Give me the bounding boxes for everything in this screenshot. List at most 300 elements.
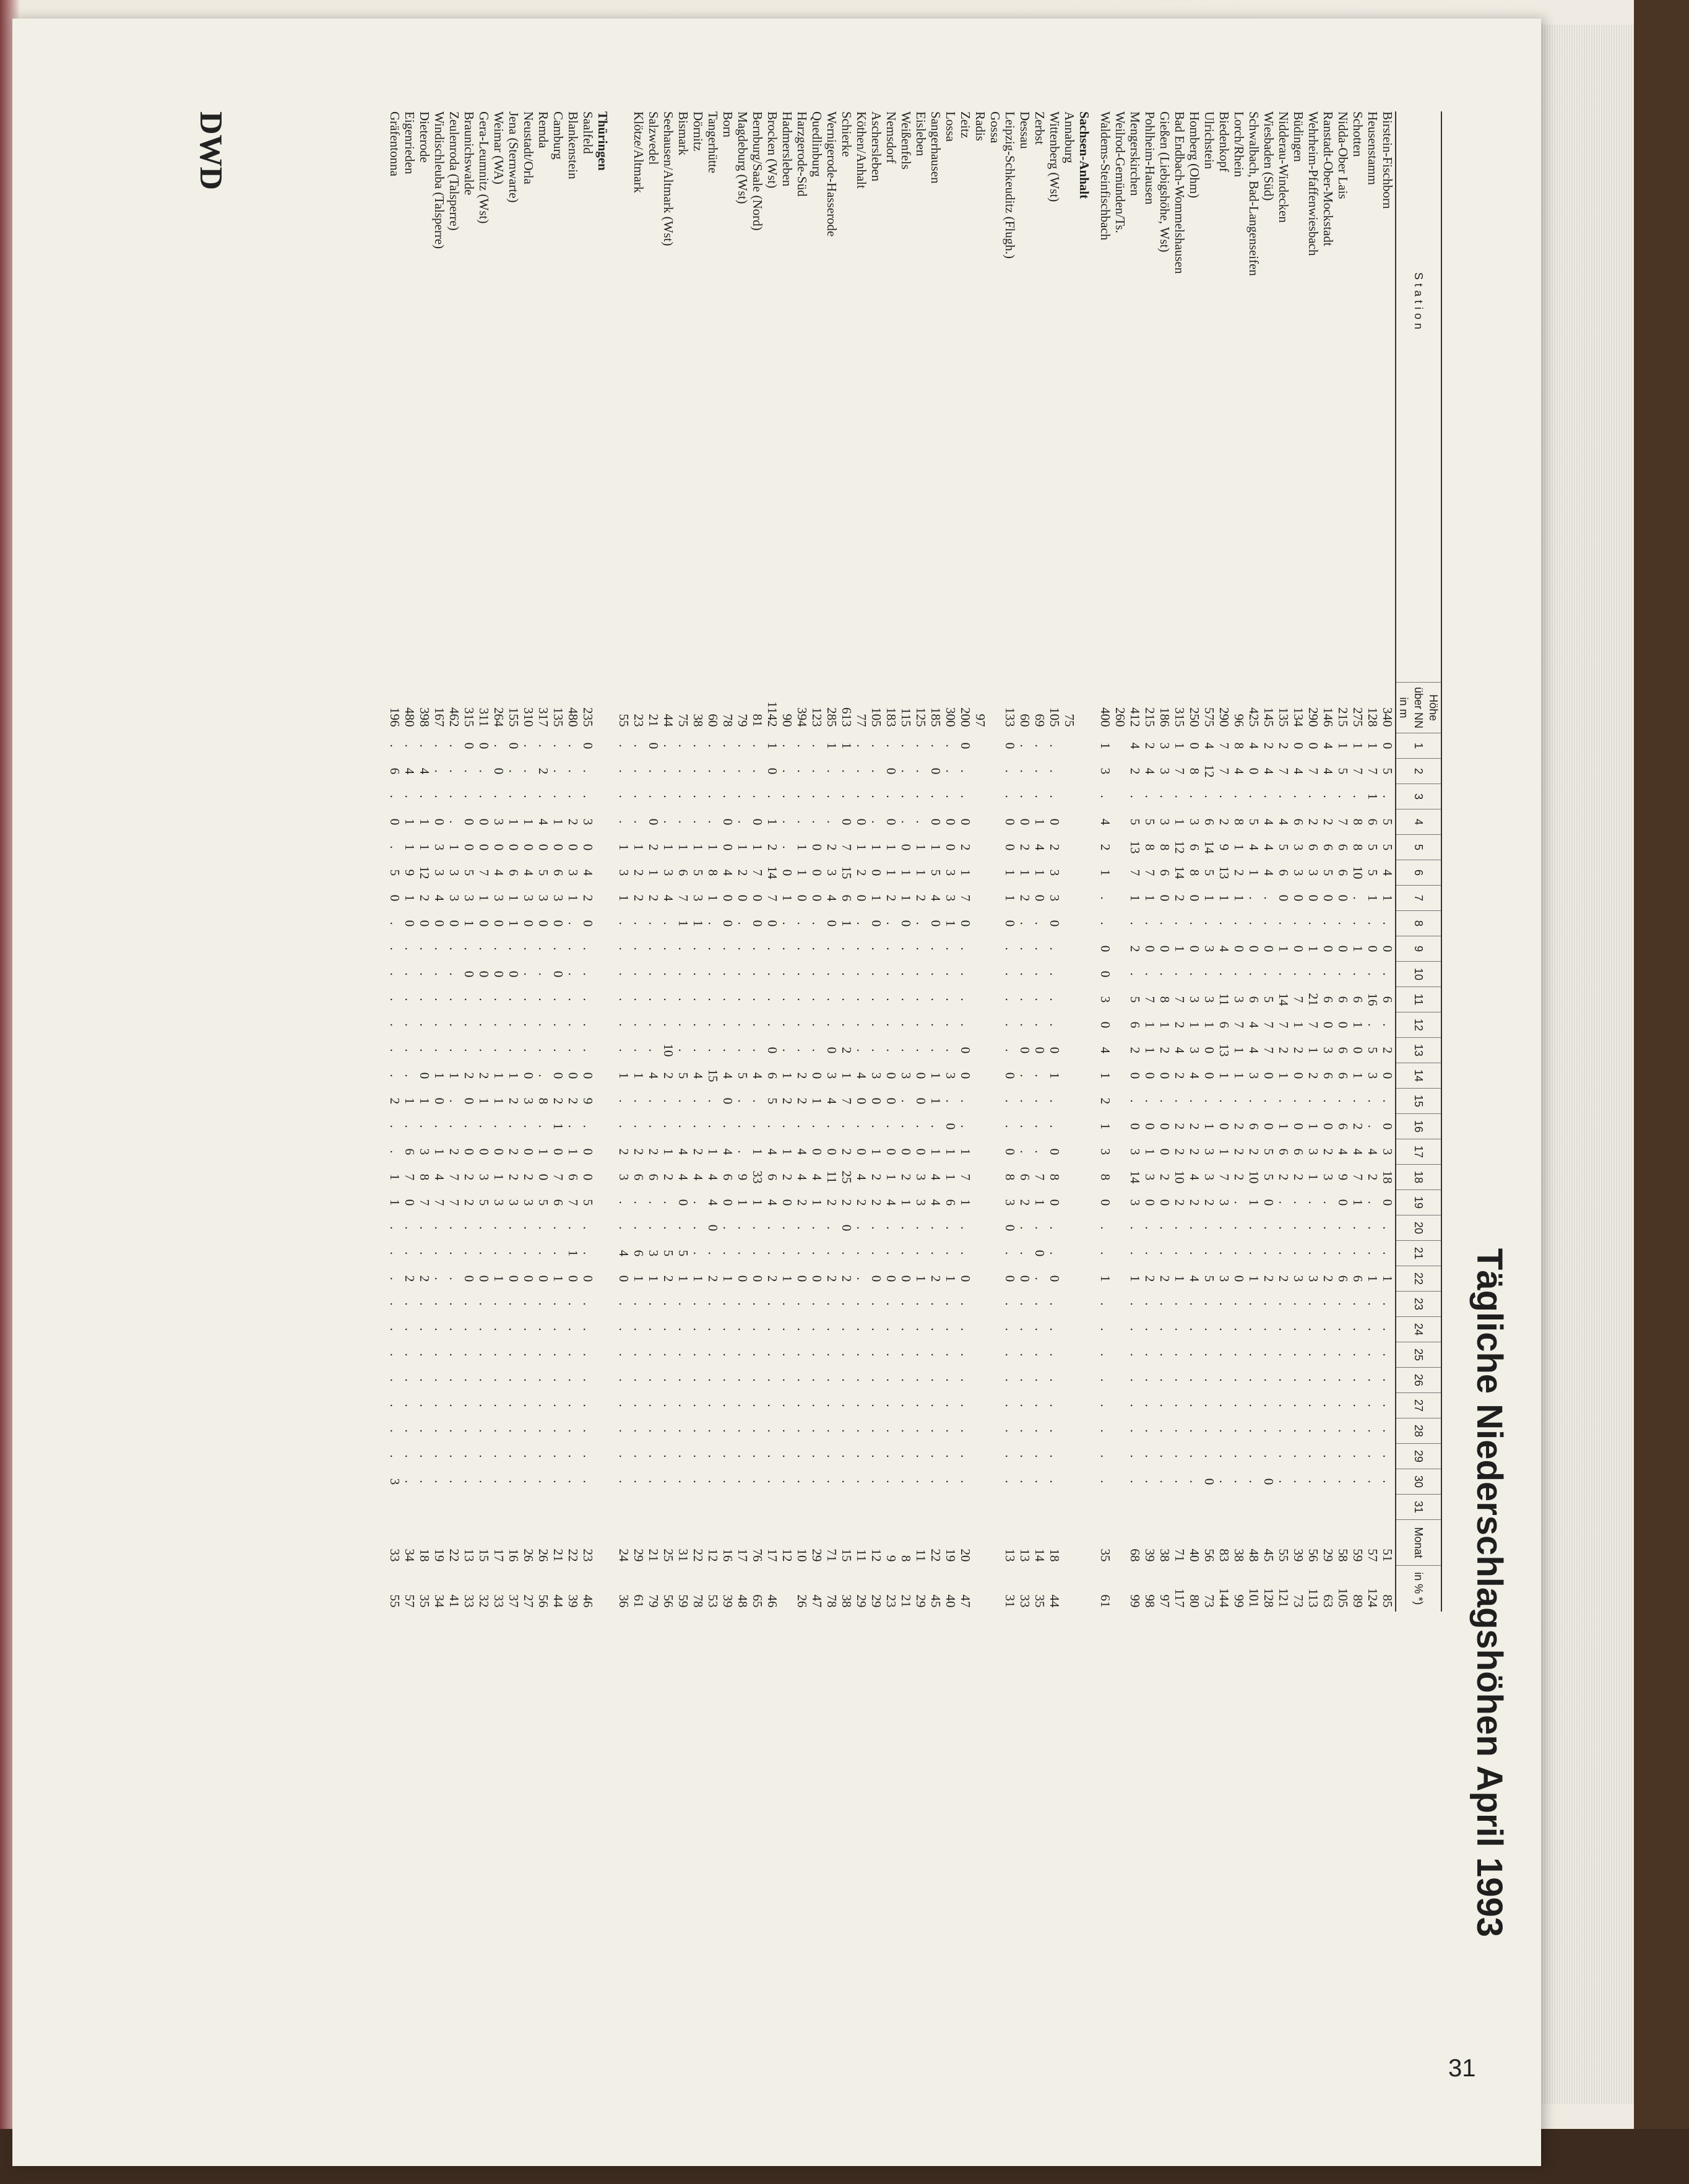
day-value bbox=[536, 1495, 551, 1520]
day-value: . bbox=[387, 922, 402, 925]
day-value: 2 bbox=[1172, 1072, 1187, 1079]
day-value: 3 bbox=[1157, 767, 1172, 775]
day-value: . bbox=[869, 1353, 884, 1357]
day-value: 1 bbox=[1128, 1275, 1143, 1282]
day-value: 1 bbox=[1143, 1047, 1157, 1054]
day-value: 2 bbox=[1157, 1047, 1172, 1054]
day-value bbox=[581, 1495, 595, 1520]
day-value: 1 bbox=[1365, 742, 1380, 749]
day-value bbox=[551, 1495, 566, 1520]
day-value: . bbox=[824, 998, 839, 1001]
day-value: . bbox=[795, 947, 810, 951]
day-value: . bbox=[869, 769, 884, 773]
day-value: . bbox=[1291, 1480, 1306, 1483]
table-row bbox=[1128, 111, 1143, 1612]
day-value: 0 bbox=[1261, 1072, 1276, 1079]
day-value: 0 bbox=[1003, 920, 1017, 927]
day-value: . bbox=[447, 1378, 462, 1382]
day-value: 4 bbox=[402, 767, 417, 775]
day-value: . bbox=[1017, 1226, 1032, 1230]
day-value: . bbox=[1291, 1226, 1306, 1230]
day-value: 0 bbox=[551, 844, 566, 851]
station-height: 311 bbox=[477, 707, 491, 727]
day-value: 1 bbox=[477, 1097, 491, 1105]
day-value: 6 bbox=[1336, 1123, 1350, 1130]
day-value bbox=[973, 1495, 988, 1520]
percent-of-normal: 89 bbox=[1350, 1594, 1365, 1608]
table-row bbox=[1062, 111, 1077, 1612]
day-value bbox=[1113, 1495, 1128, 1520]
day-value: 3 bbox=[914, 1199, 928, 1206]
day-value: 1 bbox=[616, 894, 631, 902]
day-value: . bbox=[661, 1099, 676, 1103]
day-value: 0 bbox=[1261, 1478, 1276, 1485]
day-value: . bbox=[1003, 1429, 1017, 1433]
day-value: 5 bbox=[1128, 996, 1143, 1003]
day-value: . bbox=[536, 1023, 551, 1027]
day-value: . bbox=[824, 1327, 839, 1331]
day-value: 1 bbox=[506, 894, 521, 902]
day-value: . bbox=[1306, 1480, 1321, 1483]
day-value: . bbox=[1143, 1480, 1157, 1483]
day-value: . bbox=[1336, 1480, 1350, 1483]
column-header-day: 15 bbox=[1396, 1089, 1441, 1114]
day-value: 6 bbox=[1350, 996, 1365, 1003]
day-value: 1 bbox=[491, 1173, 506, 1181]
day-value: . bbox=[899, 1124, 914, 1128]
day-value: 13 bbox=[1217, 866, 1232, 879]
day-value: 0 bbox=[1047, 1148, 1062, 1155]
day-value: 2 bbox=[477, 1072, 491, 1079]
percent-of-normal: 97 bbox=[1157, 1594, 1172, 1608]
day-value: 0 bbox=[795, 1275, 810, 1282]
percent-of-normal: 78 bbox=[824, 1594, 839, 1608]
day-value: 4 bbox=[854, 1173, 869, 1181]
day-value: . bbox=[1291, 1099, 1306, 1103]
day-value: 1 bbox=[869, 844, 884, 851]
day-value: 1 bbox=[462, 920, 477, 927]
day-value: . bbox=[1017, 1099, 1032, 1103]
day-value: 7 bbox=[1143, 869, 1157, 876]
day-value bbox=[1062, 733, 1077, 759]
day-value: . bbox=[1143, 922, 1157, 925]
day-value: 7 bbox=[447, 1173, 462, 1181]
day-value: . bbox=[691, 1099, 706, 1103]
day-value: 7 bbox=[402, 1173, 417, 1181]
day-value: . bbox=[491, 947, 506, 951]
day-value: . bbox=[1047, 1124, 1062, 1128]
day-value: . bbox=[566, 1480, 581, 1483]
day-value: 1 bbox=[1143, 894, 1157, 902]
day-value bbox=[1113, 1469, 1128, 1495]
day-value: . bbox=[928, 998, 943, 1001]
table-row bbox=[928, 111, 943, 1612]
day-value: . bbox=[1306, 972, 1321, 976]
day-value: 8 bbox=[1003, 1173, 1017, 1181]
day-value: . bbox=[869, 1378, 884, 1382]
day-value: 16 bbox=[1365, 993, 1380, 1006]
station-height: 183 bbox=[884, 707, 899, 727]
day-value: . bbox=[676, 820, 691, 824]
day-value: . bbox=[1172, 1251, 1187, 1255]
day-value: . bbox=[432, 1429, 447, 1433]
day-value: . bbox=[824, 769, 839, 773]
table-row bbox=[884, 111, 899, 1612]
day-value: 0 bbox=[616, 1275, 631, 1282]
column-header-day: 14 bbox=[1396, 1063, 1441, 1089]
day-value: 3 bbox=[1202, 945, 1217, 952]
day-value: 0 bbox=[1276, 894, 1291, 902]
day-value: . bbox=[631, 1099, 646, 1103]
day-value: 3 bbox=[869, 1072, 884, 1079]
day-value bbox=[595, 1418, 616, 1444]
day-value: . bbox=[581, 1302, 595, 1306]
day-value: 5 bbox=[676, 1250, 691, 1257]
day-value: . bbox=[884, 1124, 899, 1128]
day-value: . bbox=[735, 795, 750, 798]
day-value: 6 bbox=[506, 869, 521, 876]
percent-of-normal: 48 bbox=[735, 1594, 750, 1608]
percent-of-normal: 117 bbox=[1172, 1588, 1187, 1608]
day-value: . bbox=[387, 1353, 402, 1357]
column-header-day: 9 bbox=[1396, 936, 1441, 962]
day-value: . bbox=[958, 1251, 973, 1255]
day-value: 0 bbox=[810, 894, 824, 902]
day-value: 6 bbox=[765, 1173, 780, 1181]
day-value: . bbox=[720, 998, 735, 1001]
day-value: 3 bbox=[447, 894, 462, 902]
day-value bbox=[1017, 1495, 1032, 1520]
day-value bbox=[973, 1317, 988, 1342]
day-value: . bbox=[676, 1429, 691, 1433]
day-value: 0 bbox=[735, 894, 750, 902]
day-value: . bbox=[566, 972, 581, 976]
day-value bbox=[595, 1292, 616, 1317]
day-value: . bbox=[1187, 795, 1202, 798]
day-value: . bbox=[616, 1327, 631, 1331]
station-height: 77 bbox=[854, 714, 869, 727]
day-value: . bbox=[1306, 1327, 1321, 1331]
day-value: 0 bbox=[1098, 1199, 1113, 1206]
day-value: . bbox=[1365, 1378, 1380, 1382]
day-value: . bbox=[750, 1099, 765, 1103]
day-value: . bbox=[616, 1378, 631, 1382]
day-value bbox=[824, 1495, 839, 1520]
day-value: . bbox=[646, 1353, 661, 1357]
day-value: 0 bbox=[1047, 920, 1062, 927]
day-value: . bbox=[1232, 1251, 1246, 1255]
day-value bbox=[1077, 1114, 1098, 1139]
day-value bbox=[1062, 1418, 1077, 1444]
day-value: 0 bbox=[521, 844, 536, 851]
day-value: . bbox=[780, 1454, 795, 1458]
table-row bbox=[1157, 111, 1172, 1612]
day-value: . bbox=[1017, 1124, 1032, 1128]
day-value bbox=[1113, 1393, 1128, 1418]
day-value bbox=[1306, 1495, 1321, 1520]
day-value: 15 bbox=[706, 1069, 720, 1082]
day-value: 9 bbox=[735, 1173, 750, 1181]
day-value: 1 bbox=[1098, 742, 1113, 749]
day-value: 1 bbox=[566, 1250, 581, 1257]
station-name: Windischleuba (Talsperre) bbox=[432, 111, 447, 249]
day-value: . bbox=[943, 1404, 958, 1407]
day-value: . bbox=[1380, 1302, 1395, 1306]
day-value: 1 bbox=[1098, 869, 1113, 876]
day-value: . bbox=[566, 922, 581, 925]
day-value: 1 bbox=[899, 869, 914, 876]
day-value: 2 bbox=[839, 1275, 854, 1282]
table-row bbox=[1380, 111, 1396, 1612]
day-value: 5 bbox=[691, 869, 706, 876]
day-value: . bbox=[477, 998, 491, 1001]
day-value bbox=[1077, 1215, 1098, 1241]
day-value bbox=[1276, 1495, 1291, 1520]
day-value: . bbox=[1380, 1480, 1395, 1483]
day-value: . bbox=[581, 1353, 595, 1357]
day-value: . bbox=[1261, 1251, 1276, 1255]
day-value: . bbox=[616, 1454, 631, 1458]
day-value: . bbox=[387, 947, 402, 951]
day-value bbox=[1077, 1444, 1098, 1469]
day-value: 5 bbox=[581, 1199, 595, 1206]
day-value: . bbox=[1350, 896, 1365, 900]
day-value: 2 bbox=[1246, 1148, 1261, 1155]
day-value: 3 bbox=[1098, 767, 1113, 775]
day-value: . bbox=[810, 1251, 824, 1255]
day-value: . bbox=[869, 1302, 884, 1306]
day-value: . bbox=[387, 1074, 402, 1077]
day-value: . bbox=[943, 744, 958, 748]
day-value: . bbox=[1306, 1201, 1321, 1204]
day-value bbox=[973, 1393, 988, 1418]
day-value: . bbox=[1128, 1353, 1143, 1357]
day-value: . bbox=[1291, 1454, 1306, 1458]
day-value: . bbox=[1157, 1327, 1172, 1331]
day-value bbox=[1077, 911, 1098, 936]
day-value: 2 bbox=[1276, 1047, 1291, 1054]
table-row bbox=[536, 111, 551, 1612]
day-value: . bbox=[824, 1480, 839, 1483]
day-value: 9 bbox=[1217, 844, 1232, 851]
day-value: . bbox=[869, 1404, 884, 1407]
day-value: . bbox=[706, 1353, 720, 1357]
day-value: 4 bbox=[1217, 945, 1232, 952]
day-value: 2 bbox=[402, 1275, 417, 1282]
day-value: . bbox=[536, 1353, 551, 1357]
day-value: 0 bbox=[1157, 1199, 1172, 1206]
day-value: 6 bbox=[1321, 844, 1336, 851]
day-value bbox=[973, 1165, 988, 1190]
station-name: Zeulenroda (Talsperre) bbox=[447, 111, 462, 231]
day-value: . bbox=[795, 1124, 810, 1128]
month-total: 71 bbox=[1172, 1548, 1187, 1562]
day-value: 0 bbox=[1261, 1199, 1276, 1206]
day-value bbox=[1077, 987, 1098, 1012]
day-value: 0 bbox=[824, 1047, 839, 1054]
day-value: . bbox=[1261, 1429, 1276, 1433]
day-value: 0 bbox=[810, 1072, 824, 1079]
day-value: 2 bbox=[447, 1148, 462, 1155]
day-value: . bbox=[1032, 1023, 1047, 1027]
day-value: 0 bbox=[551, 1148, 566, 1155]
day-value: 2 bbox=[854, 1199, 869, 1206]
day-value: . bbox=[824, 1454, 839, 1458]
day-value: 1 bbox=[631, 1275, 646, 1282]
day-value: . bbox=[958, 1378, 973, 1382]
day-value: 2 bbox=[661, 1173, 676, 1181]
day-value: 1 bbox=[1217, 894, 1232, 902]
day-value: . bbox=[1017, 744, 1032, 748]
day-value: 1 bbox=[1306, 1123, 1321, 1130]
day-value bbox=[988, 1139, 1003, 1165]
station-name: Zerbst bbox=[1032, 111, 1047, 145]
day-value: . bbox=[869, 1048, 884, 1052]
month-total: 13 bbox=[1017, 1548, 1032, 1562]
day-value: 1 bbox=[1306, 1173, 1321, 1181]
day-value: 1 bbox=[914, 1275, 928, 1282]
day-value: . bbox=[1217, 922, 1232, 925]
station-name: Nidda-Ober Lais bbox=[1336, 111, 1350, 199]
day-value: . bbox=[1365, 1404, 1380, 1407]
day-value: . bbox=[735, 972, 750, 976]
day-value: . bbox=[1350, 1404, 1365, 1407]
day-value: 7 bbox=[839, 844, 854, 851]
day-value: . bbox=[402, 1378, 417, 1382]
day-value bbox=[839, 1495, 854, 1520]
day-value: 3 bbox=[1187, 818, 1202, 826]
day-value: . bbox=[1003, 1327, 1017, 1331]
day-value: 2 bbox=[1187, 1148, 1202, 1155]
month-total: 22 bbox=[691, 1548, 706, 1562]
day-value: . bbox=[706, 1404, 720, 1407]
station-height: 613 bbox=[839, 707, 854, 727]
day-value: 1 bbox=[432, 1148, 447, 1155]
percent-of-normal bbox=[1077, 1566, 1098, 1612]
day-value: . bbox=[1003, 1404, 1017, 1407]
day-value: . bbox=[551, 1302, 566, 1306]
day-value bbox=[595, 987, 616, 1012]
day-value: 0 bbox=[566, 844, 581, 851]
table-row bbox=[1246, 111, 1261, 1612]
day-value: . bbox=[1336, 972, 1350, 976]
day-value: . bbox=[795, 744, 810, 748]
station-height: 317 bbox=[536, 707, 551, 727]
station-height: 145 bbox=[1261, 707, 1276, 727]
day-value: 4 bbox=[536, 818, 551, 826]
day-value: . bbox=[854, 1302, 869, 1306]
day-value: 5 bbox=[1202, 869, 1217, 876]
day-value: . bbox=[765, 1124, 780, 1128]
day-value: . bbox=[616, 1429, 631, 1433]
day-value: 0 bbox=[462, 818, 477, 826]
day-value: . bbox=[631, 1378, 646, 1382]
column-header-day: 11 bbox=[1396, 987, 1441, 1012]
day-value bbox=[973, 1342, 988, 1368]
day-value: . bbox=[914, 820, 928, 824]
day-value: . bbox=[477, 1124, 491, 1128]
day-value: 1 bbox=[928, 1072, 943, 1079]
month-total: 9 bbox=[884, 1555, 899, 1562]
day-value: . bbox=[646, 1099, 661, 1103]
day-value: . bbox=[1380, 1226, 1395, 1230]
day-value: . bbox=[1128, 972, 1143, 976]
day-value: 2 bbox=[958, 844, 973, 851]
day-value bbox=[1077, 1469, 1098, 1495]
day-value: . bbox=[477, 1327, 491, 1331]
day-value: . bbox=[854, 1251, 869, 1255]
day-value: . bbox=[417, 1251, 432, 1255]
station-name: Jena (Sternwarte) bbox=[506, 111, 521, 203]
percent-of-normal: 128 bbox=[1261, 1588, 1276, 1608]
day-value: 0 bbox=[928, 920, 943, 927]
day-value: . bbox=[676, 1327, 691, 1331]
day-value bbox=[1062, 1139, 1077, 1165]
station-height: 105 bbox=[1047, 707, 1062, 727]
day-value: . bbox=[1172, 1454, 1187, 1458]
day-value bbox=[795, 1495, 810, 1520]
day-value: 0 bbox=[1321, 1021, 1336, 1029]
day-value: . bbox=[899, 744, 914, 748]
day-value: . bbox=[810, 744, 824, 748]
month-total: 21 bbox=[551, 1548, 566, 1562]
day-value: . bbox=[1276, 922, 1291, 925]
day-value: 1 bbox=[1098, 1123, 1113, 1130]
day-value: 2 bbox=[1143, 742, 1157, 749]
day-value: . bbox=[691, 1226, 706, 1230]
day-value: 0 bbox=[387, 818, 402, 826]
day-value bbox=[432, 1495, 447, 1520]
day-value: 0 bbox=[810, 1148, 824, 1155]
day-value: 7 bbox=[750, 869, 765, 876]
day-value: 1 bbox=[1350, 1072, 1365, 1079]
day-value: . bbox=[810, 1327, 824, 1331]
station-name: Blankenstein bbox=[566, 111, 581, 179]
day-value bbox=[676, 1495, 691, 1520]
day-value: 4 bbox=[1321, 742, 1336, 749]
day-value: 4 bbox=[1261, 869, 1276, 876]
day-value: . bbox=[1217, 1327, 1232, 1331]
day-value: . bbox=[899, 1327, 914, 1331]
day-value bbox=[595, 1368, 616, 1393]
day-value: . bbox=[1047, 1023, 1062, 1027]
day-value: 2 bbox=[1017, 1199, 1032, 1206]
month-total bbox=[988, 1520, 1003, 1566]
day-value: . bbox=[631, 1226, 646, 1230]
day-value: 0 bbox=[1032, 1047, 1047, 1054]
day-value: . bbox=[854, 1480, 869, 1483]
day-value: . bbox=[1143, 795, 1157, 798]
day-value: . bbox=[631, 1429, 646, 1433]
day-value: 0 bbox=[1291, 894, 1306, 902]
day-value: . bbox=[1365, 1099, 1380, 1103]
day-value: . bbox=[1003, 1023, 1017, 1027]
day-value: . bbox=[899, 795, 914, 798]
day-value: 2 bbox=[1306, 1072, 1321, 1079]
station-name: Tangerhütte bbox=[706, 111, 720, 173]
table-row bbox=[676, 111, 691, 1612]
day-value: . bbox=[506, 1124, 521, 1128]
day-value bbox=[1172, 1495, 1187, 1520]
day-value: 1 bbox=[1246, 869, 1261, 876]
day-value: 2 bbox=[1172, 894, 1187, 902]
day-value: 4 bbox=[676, 1148, 691, 1155]
day-value bbox=[447, 1495, 462, 1520]
day-value: 8 bbox=[1157, 844, 1172, 851]
day-value: . bbox=[810, 1378, 824, 1382]
day-value: . bbox=[1143, 1327, 1157, 1331]
day-value: . bbox=[1003, 1302, 1017, 1306]
